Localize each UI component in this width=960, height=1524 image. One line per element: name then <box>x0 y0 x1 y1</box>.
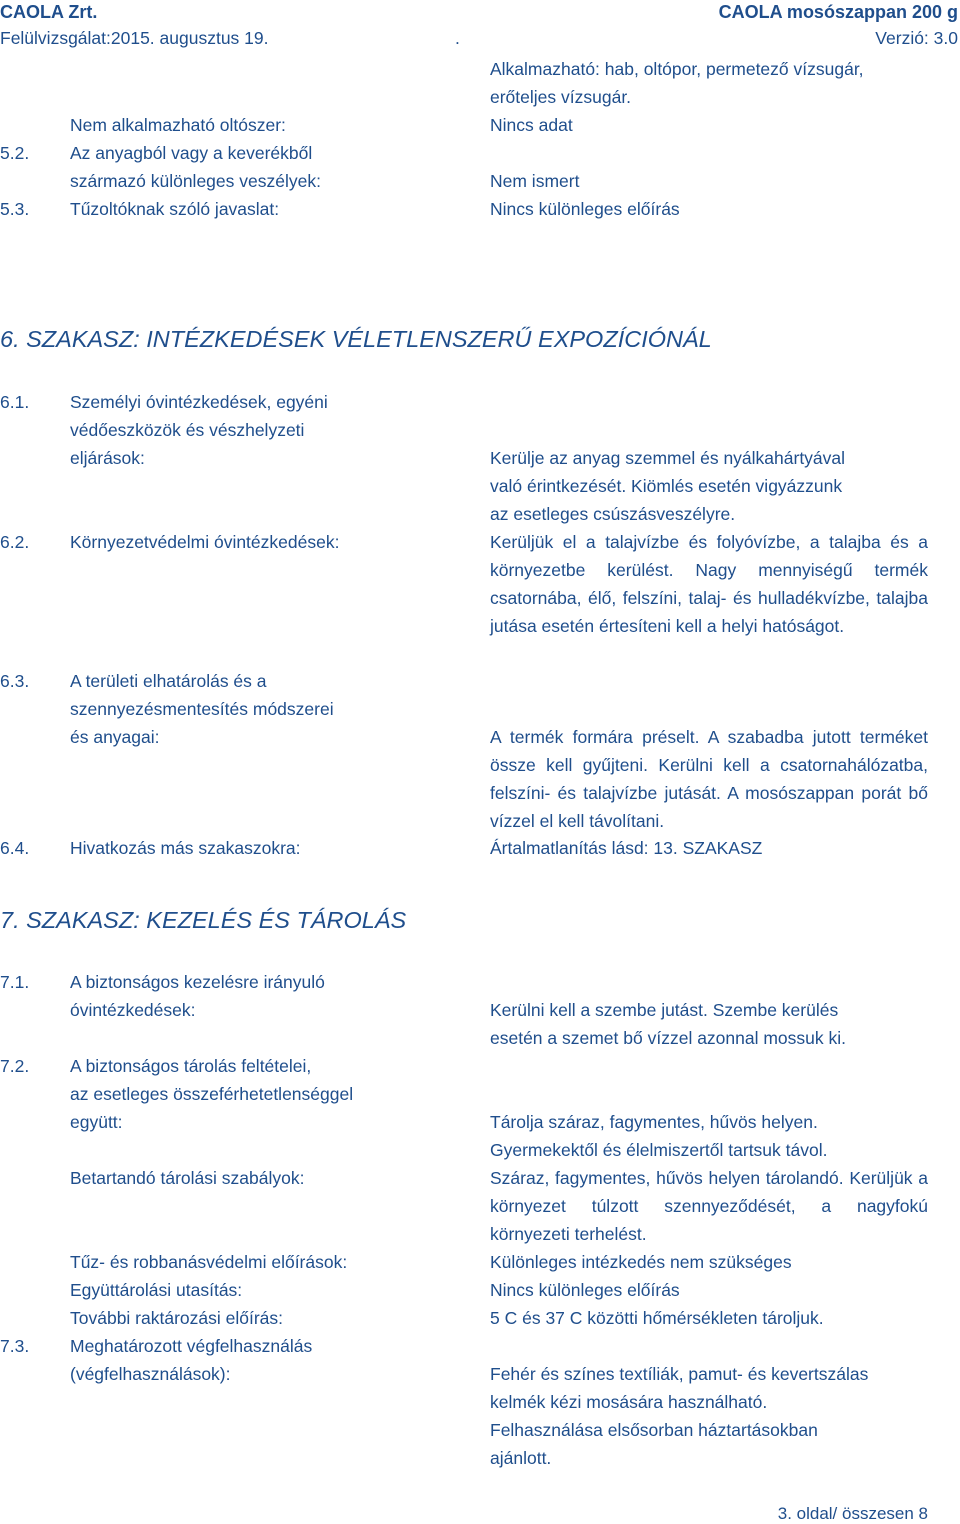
section-5-2-label-line2: származó különleges veszélyek: <box>70 171 321 191</box>
co-storage-value: Nincs különleges előírás <box>490 1280 680 1300</box>
storage-rules-label: Betartandó tárolási szabályok: <box>70 1168 305 1188</box>
applicable-extinguisher-line2: erőteljes vízsugár. <box>490 87 632 107</box>
not-applicable-label: Nem alkalmazható oltószer: <box>70 115 286 135</box>
section-7-3-value-line4: ajánlott. <box>490 1448 552 1468</box>
storage-rules-value: Száraz, fagymentes, hűvös helyen tárolandó. Kerüljük a környezet túlzott szennyeződését, a nagyfokú környezeti terhelést. <box>490 1168 928 1244</box>
section-7-3-value-line1: Fehér és színes textíliák, pamut- és kevertszálas <box>490 1364 869 1384</box>
section-7-1-value-line1: Kerülni kell a szembe jutást. Szembe kerülés <box>490 1000 839 1020</box>
further-storage-value: 5 C és 37 C közötti hőmérsékleten tároljuk. <box>490 1308 824 1328</box>
section-6-title: 6. SZAKASZ: INTÉZKEDÉSEK VÉLETLENSZERŰ EXPOZÍCIÓNÁL <box>0 326 712 352</box>
section-6-1-value-line2: való érintkezését. Kiömlés esetén vigyázzunk <box>490 476 843 496</box>
section-6-1-label-line2: védőeszközök és vészhelyzeti <box>70 420 305 440</box>
section-7-3-value-line2: kelmék kézi mosására használható. <box>490 1392 768 1412</box>
section-7-1-label-line1: A biztonságos kezelésre irányuló <box>70 972 325 992</box>
further-storage-label: További raktározási előírás: <box>70 1308 284 1328</box>
section-5-2-value: Nem ismert <box>490 171 580 191</box>
section-6-2-value: Kerüljük el a talajvízbe és folyóvízbe, a talajba és a környezetbe kerülést. Nagy mennyiségű termék csatornába, élő, felszíni, talaj- és hulladékvízbe, talajba jutása esetén értesíteni kell a helyi hatóságot. <box>490 532 928 636</box>
version-label: Verzió: 3.0 <box>875 28 958 48</box>
section-5-2-number: 5.2. <box>0 143 30 163</box>
page-header <box>0 2 960 46</box>
section-7-3-value-line3: Felhasználása elsősorban háztartásokban <box>490 1420 818 1440</box>
fire-protection-value: Különleges intézkedés nem szükséges <box>490 1252 792 1272</box>
header-separator: . <box>455 28 460 48</box>
section-5-3-value: Nincs különleges előírás <box>490 199 680 219</box>
section-6-1-number: 6.1. <box>0 392 30 412</box>
not-applicable-value: Nincs adat <box>490 115 573 135</box>
section-6-3-label-line3: és anyagai: <box>70 727 160 747</box>
section-6-3-number: 6.3. <box>0 671 30 691</box>
section-6-1-value-line3: az esetleges csúszásveszélyre. <box>490 504 736 524</box>
section-7-3-number: 7.3. <box>0 1336 30 1356</box>
company-name: CAOLA Zrt. <box>0 2 98 22</box>
co-storage-label: Együttárolási utasítás: <box>70 1280 243 1300</box>
section-7-1-label-line2: óvintézkedések: <box>70 1000 196 1020</box>
section-6-4-label: Hivatkozás más szakaszokra: <box>70 838 301 858</box>
section-7-2-label-line1: A biztonságos tárolás feltételei, <box>70 1056 312 1076</box>
section-7-title: 7. SZAKASZ: KEZELÉS ÉS TÁROLÁS <box>0 907 407 933</box>
section-7-2-label-line3: együtt: <box>70 1112 123 1132</box>
revision-date: Felülvizsgálat:2015. augusztus 19. <box>0 28 269 48</box>
section-7-1-value-line2: esetén a szemet bő vízzel azonnal mossuk ki. <box>490 1028 847 1048</box>
section-6-2-number: 6.2. <box>0 532 30 552</box>
section-6-1-label-line3: eljárások: <box>70 448 145 468</box>
section-7-1-number: 7.1. <box>0 972 30 992</box>
section-7-3-label-line1: Meghatározott végfelhasználás <box>70 1336 313 1356</box>
section-6-3-label-line2: szennyezésmentesítés módszerei <box>70 699 334 719</box>
page-number: 3. oldal/ összesen 8 <box>777 1504 928 1523</box>
product-name: CAOLA mosószappan 200 g <box>718 2 958 22</box>
section-5-2-label-line1: Az anyagból vagy a keverékből <box>70 143 313 163</box>
section-5-3-label: Tűzoltóknak szóló javaslat: <box>70 199 280 219</box>
section-7-2-value-line2: Gyermekektől és élelmiszertől tartsuk távol. <box>490 1140 828 1160</box>
section-5-3-number: 5.3. <box>0 199 30 219</box>
section-6-3-value: A termék formára préselt. A szabadba jutott terméket össze kell gyűjteni. Kerülni kell a csatornahálózatba, felszíni- és talajvízbe jutását. A mosószappan porát bő vízzel el kell távolítani. <box>490 727 928 831</box>
section-7-2-value-line1: Tárolja száraz, fagymentes, hűvös helyen. <box>490 1112 818 1132</box>
section-6-4-value: Ártalmatlanítás lásd: 13. SZAKASZ <box>490 838 763 858</box>
section-7-3-label-line2: (végfelhasználások): <box>70 1364 231 1384</box>
section-7-2-number: 7.2. <box>0 1056 30 1076</box>
section-6-3-label-line1: A területi elhatárolás és a <box>70 671 267 691</box>
applicable-extinguisher-line1: Alkalmazható: hab, oltópor, permetező vízsugár, <box>490 59 864 79</box>
section-6-1-value-line1: Kerülje az anyag szemmel és nyálkahártyával <box>490 448 846 468</box>
section-6-2-label: Környezetvédelmi óvintézkedések: <box>70 532 340 552</box>
section-6-1-label-line1: Személyi óvintézkedések, egyéni <box>70 392 328 412</box>
section-7-2-label-line2: az esetleges összeférhetetlenséggel <box>70 1084 354 1104</box>
fire-protection-label: Tűz- és robbanásvédelmi előírások: <box>70 1252 348 1272</box>
section-6-4-number: 6.4. <box>0 838 30 858</box>
